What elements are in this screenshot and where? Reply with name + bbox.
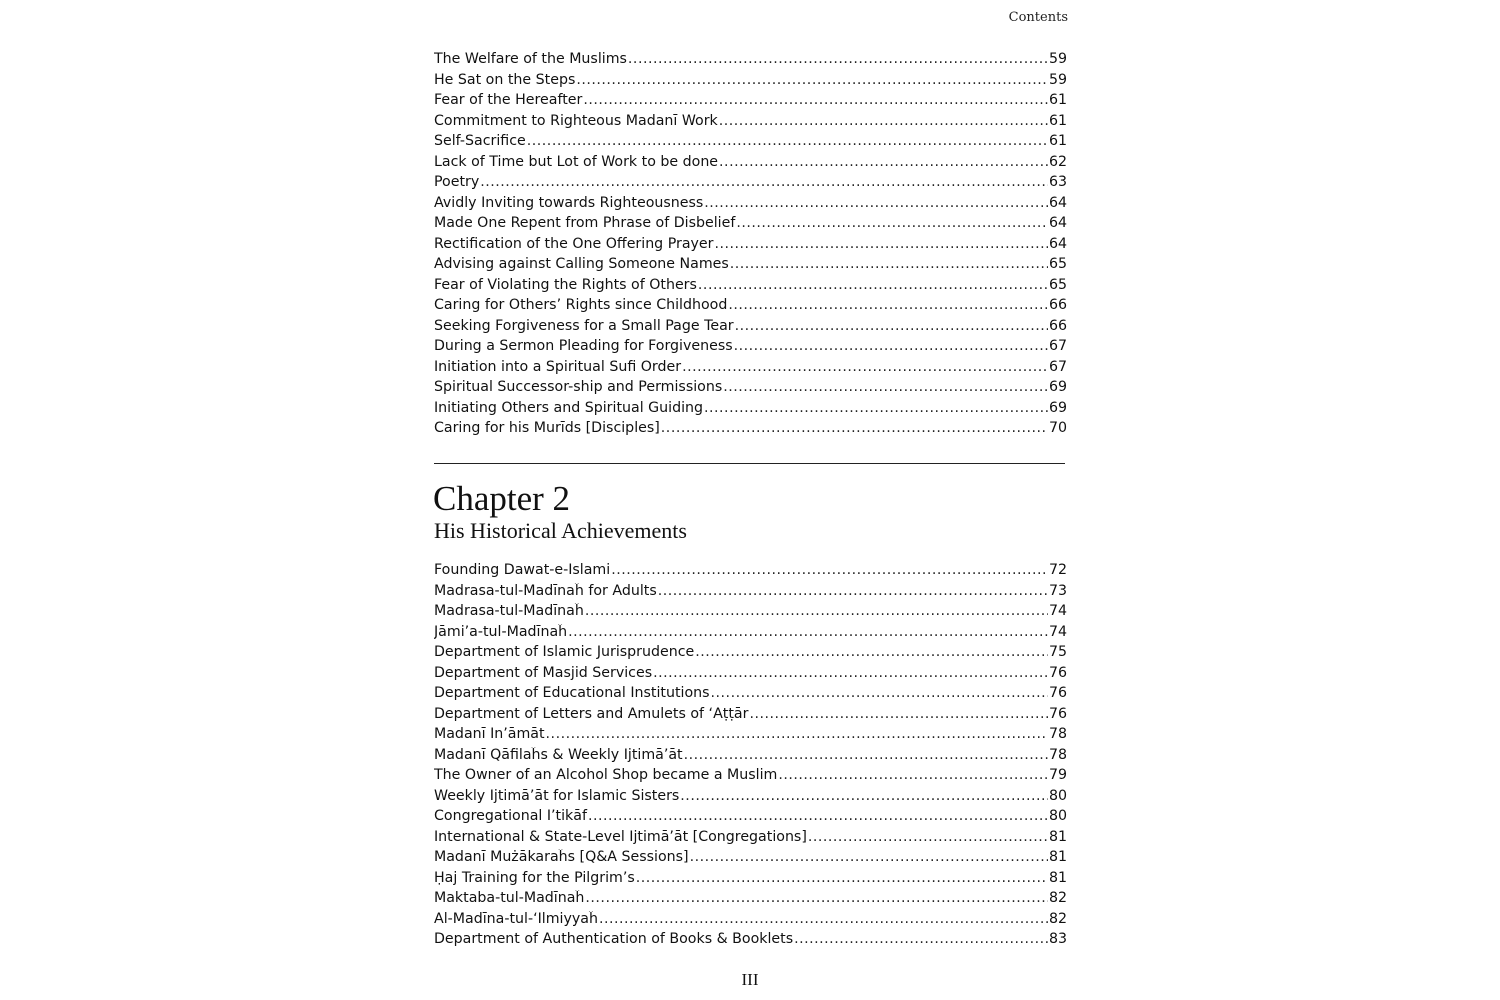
dot-leader — [719, 154, 1048, 170]
toc-entry-title: Maktaba-tul-Madīnaĥ — [434, 890, 585, 906]
toc-entry-page: 62 — [1048, 153, 1067, 170]
chapter-title: His Historical Achievements — [434, 518, 687, 543]
toc-entry-page: 67 — [1048, 358, 1067, 375]
toc-entry-title: The Welfare of the Muslims — [434, 51, 627, 67]
dot-leader — [588, 808, 1048, 824]
dot-leader — [698, 277, 1048, 293]
toc-entry-page: 69 — [1048, 399, 1067, 416]
toc-entry-page: 59 — [1048, 51, 1067, 67]
toc-entry — [434, 603, 1067, 624]
toc-entry — [434, 215, 1067, 236]
toc-entry-title: Jāmi’a-tul-Madīnaĥ — [434, 623, 568, 640]
toc-entry — [434, 195, 1067, 216]
toc-entry — [434, 890, 1067, 911]
toc-entry — [434, 318, 1067, 339]
toc-entry-page: 64 — [1048, 215, 1067, 231]
dot-leader — [636, 870, 1048, 886]
toc-entry — [434, 338, 1067, 359]
toc-entry-title: Department of Letters and Amulets of ‘Aṭṭār — [434, 705, 749, 722]
toc-entry — [434, 747, 1067, 768]
toc-entry — [434, 685, 1067, 706]
toc-entry-title: Fear of the Hereafter — [434, 92, 583, 108]
toc-entry — [434, 297, 1067, 318]
toc-entry — [434, 624, 1067, 645]
dot-leader — [585, 603, 1048, 619]
toc-entry-page: 78 — [1048, 726, 1067, 742]
dot-leader — [723, 379, 1048, 395]
toc-entry-page: 75 — [1048, 644, 1067, 660]
toc-entry-title: Al-Madīna-tul-‘Ilmiyyaĥ — [434, 910, 598, 927]
toc-entry — [434, 133, 1067, 154]
toc-entry-title: Caring for Others’ Rights since Childhood — [434, 297, 728, 313]
toc-entry-title: Made One Repent from Phrase of Disbelief — [434, 215, 736, 231]
toc-entry-title: International & State-Level Ijtimā’āt [Congregations] — [434, 828, 807, 845]
toc-entry-page: 73 — [1048, 582, 1067, 599]
toc-entry-page: 80 — [1048, 787, 1067, 804]
toc-entry — [434, 829, 1067, 850]
toc-entry — [434, 931, 1067, 952]
toc-entry-page: 66 — [1048, 317, 1067, 334]
toc-entry-title: Seeking Forgiveness for a Small Page Tear — [434, 317, 734, 334]
chapter-number: Chapter 2 — [433, 479, 571, 518]
toc-entry-title: Ḥaj Training for the Pilgrim’s — [434, 869, 635, 886]
toc-entry-title: Weekly Ijtimā’āt for Islamic Sisters — [434, 787, 680, 804]
toc-entry — [434, 359, 1067, 380]
toc-entry-title: Madrasa-tul-Madīnaĥ for Adults — [434, 582, 657, 599]
dot-leader — [704, 195, 1048, 211]
toc-entry-title: Caring for his Murīds [Disciples] — [434, 420, 660, 436]
running-head: Contents — [1008, 10, 1068, 25]
dot-leader — [715, 236, 1048, 252]
toc-entry — [434, 113, 1067, 134]
toc-entry-title: Department of Authentication of Books & Booklets — [434, 931, 794, 947]
toc-entry-page: 63 — [1048, 174, 1067, 190]
toc-entry-title: Rectification of the One Offering Prayer — [434, 235, 714, 252]
toc-entry-page: 64 — [1048, 235, 1067, 252]
toc-entry-title: He Sat on the Steps — [434, 71, 576, 88]
toc-entry-page: 81 — [1048, 849, 1067, 865]
toc-entry — [434, 379, 1067, 400]
toc-list-chapter-2 — [434, 562, 1067, 952]
dot-leader — [728, 297, 1048, 313]
toc-entry-title: Lack of Time but Lot of Work to be done — [434, 153, 719, 170]
dot-leader — [736, 215, 1048, 231]
dot-leader — [735, 318, 1048, 334]
toc-entry — [434, 706, 1067, 727]
toc-entry-page: 65 — [1048, 276, 1067, 293]
toc-entry-page: 59 — [1048, 71, 1067, 88]
toc-entry — [434, 92, 1067, 113]
toc-entry — [434, 726, 1067, 747]
toc-entry-title: Madanī In’āmāt — [434, 726, 545, 742]
toc-entry-title: Self-Sacrifice — [434, 133, 526, 149]
toc-entry-title: Fear of Violating the Rights of Others — [434, 276, 697, 293]
toc-entry-page: 69 — [1048, 379, 1067, 395]
toc-entry-title: Initiating Others and Spiritual Guiding — [434, 399, 704, 416]
dot-leader — [611, 562, 1048, 578]
toc-entry-title: Madrasa-tul-Madīnaĥ — [434, 603, 584, 619]
dot-leader — [734, 338, 1048, 354]
dot-leader — [684, 747, 1048, 763]
toc-entry-page: 64 — [1048, 194, 1067, 211]
toc-entry — [434, 174, 1067, 195]
toc-entry — [434, 767, 1067, 788]
toc-entry-page: 70 — [1048, 420, 1067, 436]
toc-entry — [434, 849, 1067, 870]
toc-entry — [434, 400, 1067, 421]
toc-entry-page: 74 — [1048, 603, 1067, 619]
toc-entry-page: 82 — [1048, 910, 1067, 927]
dot-leader — [576, 72, 1048, 88]
toc-entry-title: Department of Masjid Services — [434, 664, 653, 681]
dot-leader — [794, 931, 1048, 947]
toc-entry-title: Department of Islamic Jurisprudence — [434, 644, 695, 660]
toc-list-chapter-1 — [434, 51, 1067, 441]
toc-entry-page: 74 — [1048, 623, 1067, 640]
toc-entry-title: Advising against Calling Someone Names — [434, 256, 729, 272]
dot-leader — [583, 92, 1048, 108]
dot-leader — [480, 174, 1048, 190]
toc-entry-title: Commitment to Righteous Madanī Work — [434, 112, 718, 129]
dot-leader — [546, 726, 1048, 742]
toc-entry — [434, 788, 1067, 809]
dot-leader — [719, 113, 1048, 129]
toc-entry — [434, 665, 1067, 686]
toc-entry-page: 79 — [1048, 767, 1067, 783]
dot-leader — [653, 665, 1048, 681]
toc-entry-page: 81 — [1048, 828, 1067, 845]
toc-entry-page: 61 — [1048, 133, 1067, 149]
toc-entry — [434, 51, 1067, 72]
toc-entry-title: Congregational I’tikāf — [434, 808, 587, 824]
toc-entry — [434, 583, 1067, 604]
toc-entry-page: 67 — [1048, 338, 1067, 354]
dot-leader — [658, 583, 1048, 599]
toc-entry — [434, 154, 1067, 175]
dot-leader — [682, 359, 1048, 375]
dot-leader — [599, 911, 1048, 927]
toc-entry — [434, 256, 1067, 277]
toc-entry-page: 76 — [1048, 705, 1067, 722]
toc-entry-page: 72 — [1048, 562, 1067, 578]
toc-entry — [434, 644, 1067, 665]
toc-entry — [434, 420, 1067, 441]
toc-entry-page: 61 — [1048, 112, 1067, 129]
dot-leader — [527, 133, 1048, 149]
dot-leader — [628, 51, 1048, 67]
toc-entry — [434, 277, 1067, 298]
toc-entry-title: Founding Dawat-e-Islami — [434, 562, 611, 578]
toc-entry — [434, 562, 1067, 583]
toc-entry-page: 83 — [1048, 931, 1067, 947]
dot-leader — [730, 256, 1048, 272]
toc-entry-title: The Owner of an Alcohol Shop became a Muslim — [434, 767, 778, 783]
dot-leader — [704, 400, 1048, 416]
dot-leader — [568, 624, 1048, 640]
dot-leader — [585, 890, 1048, 906]
toc-entry-title: During a Sermon Pleading for Forgiveness — [434, 338, 733, 354]
toc-entry-page: 61 — [1048, 92, 1067, 108]
toc-entry — [434, 808, 1067, 829]
toc-entry-page: 65 — [1048, 256, 1067, 272]
toc-entry-page: 80 — [1048, 808, 1067, 824]
toc-entry — [434, 236, 1067, 257]
dot-leader — [749, 706, 1048, 722]
dot-leader — [690, 849, 1048, 865]
toc-entry-page: 76 — [1048, 664, 1067, 681]
section-divider — [434, 463, 1065, 464]
toc-entry-title: Avidly Inviting towards Righteousness — [434, 194, 704, 211]
toc-entry-page: 76 — [1048, 685, 1067, 701]
toc-entry — [434, 72, 1067, 93]
toc-entry-page: 81 — [1048, 869, 1067, 886]
toc-entry-title: Department of Educational Institutions — [434, 685, 710, 701]
toc-entry-title: Spiritual Successor-ship and Permissions — [434, 379, 723, 395]
toc-entry-title: Madanī Mużākaraĥs [Q&A Sessions] — [434, 849, 689, 865]
toc-entry-title: Madanī Qāfilaĥs & Weekly Ijtimā’āt — [434, 746, 683, 763]
toc-entry-title: Poetry — [434, 174, 480, 190]
dot-leader — [680, 788, 1048, 804]
dot-leader — [711, 685, 1048, 701]
toc-entry-page: 82 — [1048, 890, 1067, 906]
dot-leader — [695, 644, 1048, 660]
dot-leader — [661, 420, 1048, 436]
toc-entry-title: Initiation into a Spiritual Sufi Order — [434, 358, 682, 375]
dot-leader — [778, 767, 1048, 783]
toc-entry — [434, 870, 1067, 891]
page-number: III — [741, 970, 759, 989]
toc-entry-page: 66 — [1048, 297, 1067, 313]
dot-leader — [808, 829, 1048, 845]
toc-entry-page: 78 — [1048, 746, 1067, 763]
toc-entry — [434, 911, 1067, 932]
